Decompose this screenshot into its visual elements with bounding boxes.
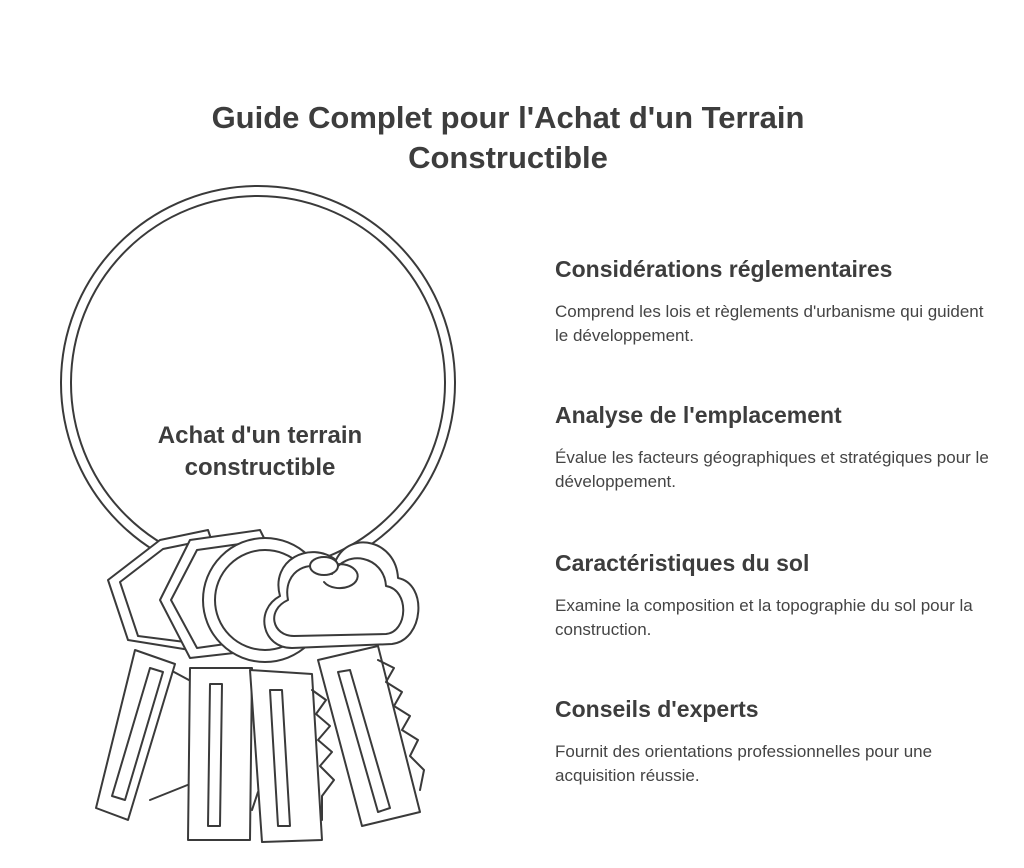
feature-title: Considérations réglementaires: [555, 256, 893, 282]
feature-item-sol: [555, 548, 995, 642]
feature-title: Conseils d'experts: [555, 696, 759, 722]
feature-description: Fournit des orientations professionnelles pour une acquisition réussie.: [555, 742, 933, 785]
feature-item-emplacement: [555, 400, 995, 494]
key-ring: [61, 186, 455, 580]
feature-title: Analyse de l'emplacement: [555, 402, 842, 428]
feature-item-experts: [555, 694, 995, 788]
feature-description: Examine la composition et la topographie du sol pour la construction.: [555, 596, 973, 639]
key-ring-icon: [0, 180, 520, 868]
center-label: Achat d'un terrain constructible: [157, 422, 363, 481]
page-title: Guide Complet pour l'Achat d'un Terrain Constructible: [211, 100, 805, 175]
feature-item-reglementaires: [555, 254, 995, 348]
feature-description: Évalue les facteurs géographiques et stratégiques pour le développement.: [555, 448, 989, 491]
feature-title: Caractéristiques du sol: [555, 550, 810, 576]
feature-description: Comprend les lois et règlements d'urbanisme qui guident le développement.: [555, 302, 984, 345]
